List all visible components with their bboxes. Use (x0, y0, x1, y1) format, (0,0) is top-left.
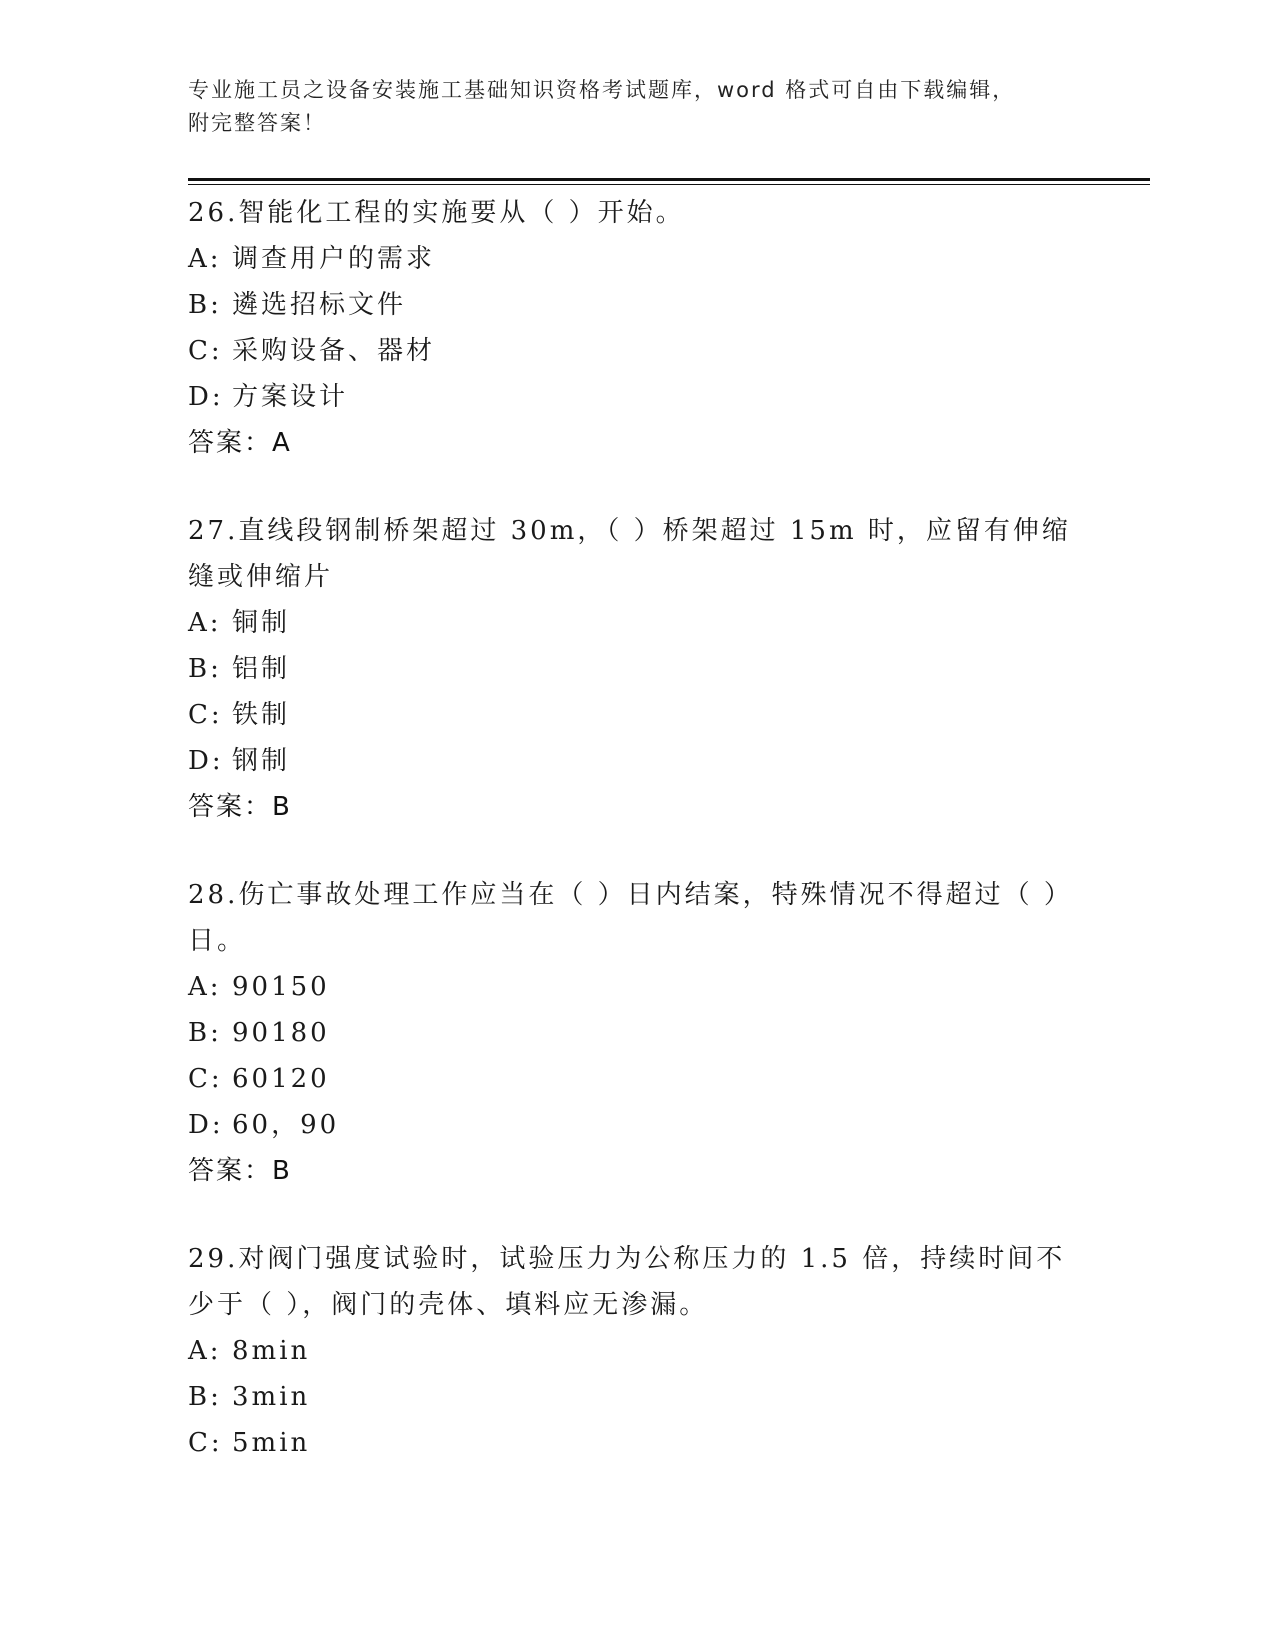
option-c (188, 1056, 1088, 1102)
option-text: 方案设计 (232, 382, 349, 412)
option-a (188, 964, 1088, 1010)
option-b (188, 1374, 1088, 1420)
option-b (188, 282, 1088, 328)
option-text: 60120 (232, 1064, 330, 1094)
option-text: 采购设备、器材 (232, 336, 436, 366)
option-letter: B: (188, 1018, 222, 1048)
option-a (188, 236, 1088, 282)
answer-line: 答案：B (188, 792, 292, 822)
option-letter: D: (188, 1110, 224, 1140)
option-c (188, 328, 1088, 374)
option-text: 铜制 (232, 608, 291, 638)
option-letter: C: (188, 700, 223, 730)
option-letter: C: (188, 336, 223, 366)
option-text: 遴选招标文件 (232, 290, 407, 320)
option-d (188, 374, 1088, 420)
option-text: 8min (232, 1336, 311, 1366)
header-line-1: 专业施工员之设备安装施工基础知识资格考试题库，word 格式可自由下载编辑， (188, 78, 1016, 102)
option-letter: C: (188, 1428, 223, 1458)
question-28 (188, 872, 1088, 1194)
option-letter: A: (188, 244, 222, 274)
option-letter: C: (188, 1064, 223, 1094)
option-text: 5min (232, 1428, 311, 1458)
question-list (188, 190, 1088, 1508)
option-a (188, 600, 1088, 646)
option-letter: A: (188, 1336, 222, 1366)
option-d (188, 1102, 1088, 1148)
option-letter: D: (188, 746, 224, 776)
option-letter: D: (188, 382, 224, 412)
question-27 (188, 508, 1088, 830)
option-a (188, 1328, 1088, 1374)
question-stem: 26.智能化工程的实施要从（ ）开始。 (188, 198, 685, 228)
option-b (188, 1010, 1088, 1056)
answer-line: 答案：A (188, 428, 292, 458)
option-text: 调查用户的需求 (232, 244, 436, 274)
option-text: 3min (232, 1382, 311, 1412)
option-text: 60，90 (232, 1110, 340, 1140)
question-stem: 28.伤亡事故处理工作应当在（ ）日内结案，特殊情况不得超过（ ）日。 (188, 880, 1073, 956)
option-letter: A: (188, 972, 222, 1002)
option-text: 90180 (232, 1018, 330, 1048)
header-line-2: 附完整答案！ (188, 111, 326, 135)
question-29 (188, 1236, 1088, 1466)
question-stem: 29.对阀门强度试验时，试验压力为公称压力的 1.5 倍，持续时间不少于（ ），阀门的壳体、填料应无渗漏。 (188, 1244, 1066, 1320)
option-text: 铝制 (232, 654, 291, 684)
header-divider-thick (188, 178, 1150, 181)
option-letter: B: (188, 290, 222, 320)
option-d (188, 738, 1088, 784)
option-text: 铁制 (232, 700, 291, 730)
question-stem: 27.直线段钢制桥架超过 30m，（ ）桥架超过 15m 时，应留有伸缩缝或伸缩片 (188, 516, 1071, 592)
header-divider-thin (188, 184, 1150, 185)
option-text: 钢制 (232, 746, 291, 776)
option-letter: A: (188, 608, 222, 638)
option-letter: B: (188, 1382, 222, 1412)
answer-line: 答案：B (188, 1156, 292, 1186)
option-text: 90150 (232, 972, 330, 1002)
option-letter: B: (188, 654, 222, 684)
option-b (188, 646, 1088, 692)
option-c (188, 692, 1088, 738)
option-c (188, 1420, 1088, 1466)
document-header (188, 74, 1088, 140)
question-26 (188, 190, 1088, 466)
